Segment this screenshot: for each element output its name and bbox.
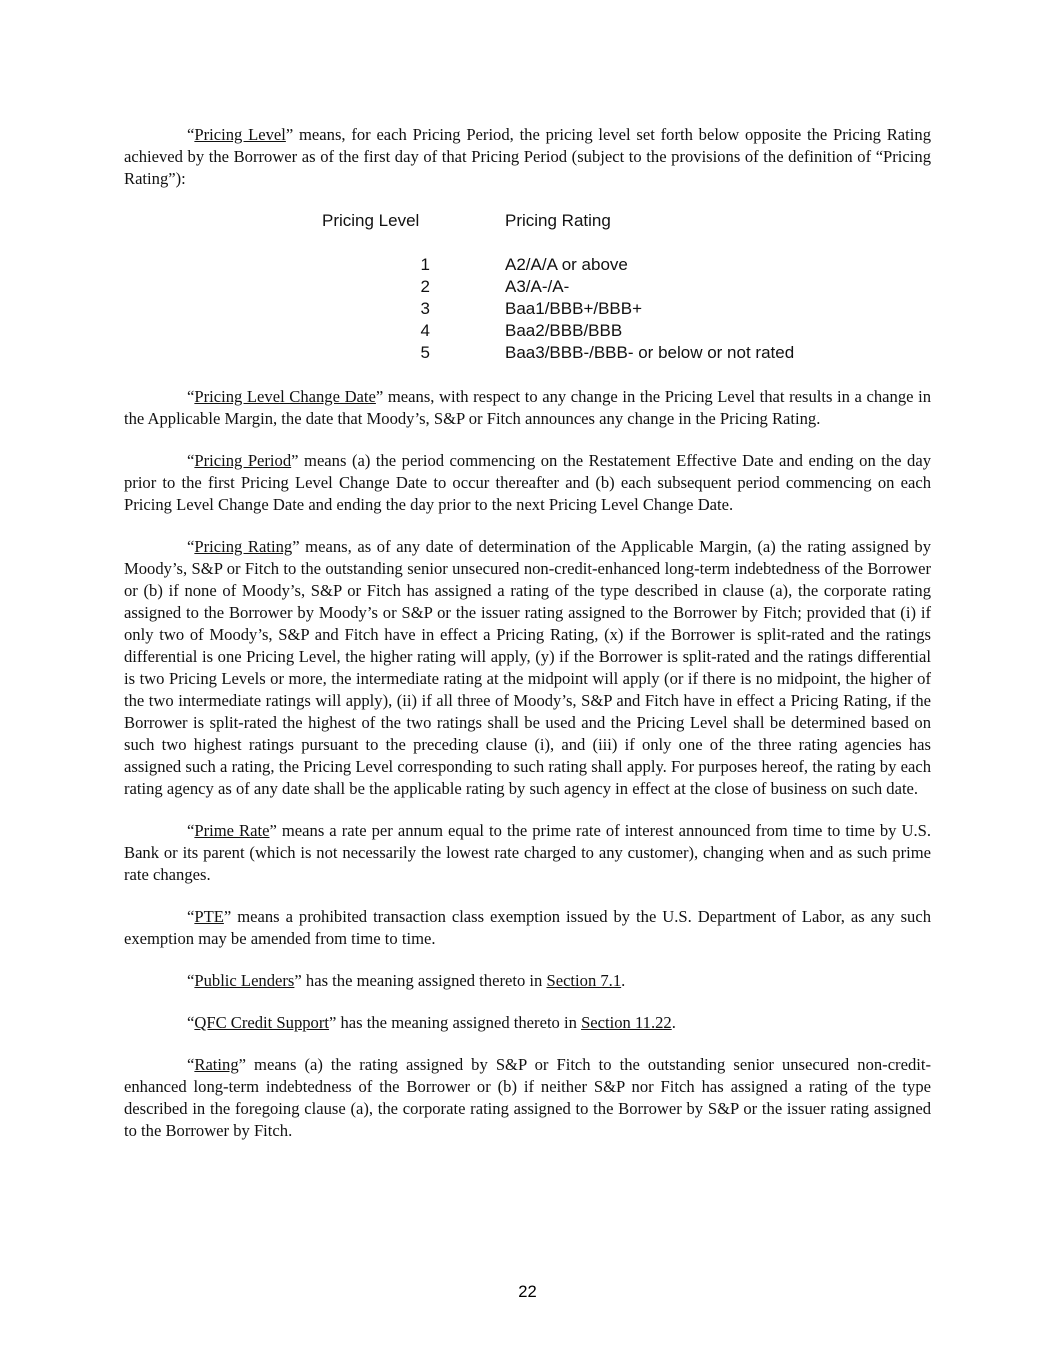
pricing-level-cell: 1	[420, 255, 430, 274]
definition-text: means, as of any date of determination of the Applicable Margin, (a) the rating assigned by Moody’s, S&P or Fitch to the outstanding senior unsecured non-credit-enhanced long-term indebtedness of the Borrower or (b) if none of Moody’s, S&P or Fitch has assigned a rating of the type described in clause (a), the corporate rating assigned to the Borrower by Moody’s or S&P or the issuer rating assigned to the Borrower by Fitch; provided that (i) if only two of Moody’s, S&P and Fitch have in effect a Pricing Rating, (x) if the Borrower is split-rated and the ratings differential is one Pricing Level, the higher rating will apply, (y) if the Borrower is split-rated and the ratings differential is two Pricing Levels or more, the intermediate rating at the midpoint will apply (or if there is no midpoint, the higher of the two intermediate ratings will apply), (ii) if all three of Moody’s, S&P and Fitch have in effect a Pricing Rating, if the Borrower is split-rated the highest of the two ratings shall be used and the Pricing Level shall be determined based on such two highest ratings pursuant to the preceding clause (i), and (iii) if only one of the three rating agencies has assigned such a rating, the Pricing Level corresponding to such rating shall apply. For purposes hereof, the rating by each rating agency as of any date shall be the applicable rating by such agency in effect at the close of business on such date.	[124, 537, 931, 798]
open-quote: “	[187, 821, 195, 840]
document-page	[124, 124, 931, 1162]
definition-text: means (a) the rating assigned by S&P or Fitch to the outstanding senior unsecured non-credit-enhanced long-term indebtedness of the Borrower or (b) if neither S&P nor Fitch has assigned a rating of the type described in the foregoing clause (a), the corporate rating assigned to the Borrower by S&P or the issuer rating assigned to the Borrower by Fitch.	[124, 1055, 931, 1140]
open-quote: “	[187, 451, 195, 470]
pricing-level-cell: 2	[420, 277, 430, 296]
open-quote: “	[187, 1055, 195, 1074]
definition-tail: .	[671, 1013, 676, 1032]
defined-term: Pricing Level	[194, 125, 286, 144]
open-quote: “	[187, 1013, 195, 1032]
section-reference-link[interactable]: Section 7.1	[546, 971, 622, 990]
defined-term: PTE	[194, 907, 224, 926]
close-quote: ”	[375, 387, 384, 406]
table-row	[322, 298, 931, 320]
close-quote: ”	[328, 1013, 337, 1032]
close-quote: ”	[223, 907, 232, 926]
table-row	[322, 254, 931, 276]
table-row	[322, 342, 931, 364]
pricing-level-cell: 5	[420, 343, 430, 362]
definition-public-lenders	[124, 970, 931, 992]
pricing-level-cell: 3	[420, 299, 430, 318]
definition-pricing-period	[124, 450, 931, 516]
table-row	[322, 276, 931, 298]
definition-text: has the meaning assigned thereto in	[336, 1013, 582, 1032]
definition-pricing-rating	[124, 536, 931, 800]
definition-text: has the meaning assigned thereto in	[301, 971, 547, 990]
close-quote: ”	[294, 971, 302, 990]
table-row	[322, 320, 931, 342]
table-header-row	[322, 210, 931, 232]
open-quote: “	[187, 907, 195, 926]
close-quote: ”	[292, 537, 300, 556]
defined-term: Public Lenders	[194, 971, 295, 990]
definition-text: means a rate per annum equal to the prime rate of interest announced from time to time by U.S. Bank or its parent (which is not necessarily the lowest rate charged to any customer), changing when and as such prime rate changes.	[124, 821, 931, 884]
pricing-rating-cell: Baa2/BBB/BBB	[505, 321, 623, 340]
page-number: 22	[518, 1282, 537, 1301]
close-quote: ”	[238, 1055, 246, 1074]
defined-term: Rating	[194, 1055, 239, 1074]
pricing-rating-cell: A3/A-/A-	[505, 277, 570, 296]
defined-term: Pricing Period	[194, 451, 292, 470]
defined-term: Pricing Rating	[194, 537, 293, 556]
definition-text: means, for each Pricing Period, the pricing level set forth below opposite the Pricing Rating achieved by the Borrower as of the first day of that Pricing Period (subject to the provisions of the definition of “Pricing Rating”):	[124, 125, 931, 188]
close-quote: ”	[285, 125, 294, 144]
defined-term: Pricing Level Change Date	[194, 387, 376, 406]
open-quote: “	[187, 971, 195, 990]
section-reference-link[interactable]: Section 11.22	[581, 1013, 672, 1032]
definition-pte	[124, 906, 931, 950]
definition-text: means, with respect to any change in the Pricing Level that results in a change in the Applicable Margin, the date that Moody’s, S&P or Fitch announces any change in the Pricing Rating.	[124, 387, 932, 428]
definition-text: means a prohibited transaction class exemption issued by the U.S. Department of Labor, as any such exemption may be amended from time to time.	[124, 907, 931, 948]
pricing-rating-cell: Baa1/BBB+/BBB+	[505, 299, 643, 318]
open-quote: “	[187, 537, 195, 556]
defined-term: Prime Rate	[194, 821, 270, 840]
pricing-rating-cell: A2/A/A or above	[505, 255, 628, 274]
definition-qfc-credit-support	[124, 1012, 931, 1034]
definition-pricing-level	[124, 124, 931, 190]
pricing-rating-cell: Baa3/BBB-/BBB- or below or not rated	[505, 343, 795, 362]
definition-tail: .	[621, 971, 626, 990]
defined-term: QFC Credit Support	[194, 1013, 329, 1032]
definition-pricing-level-change-date	[124, 386, 931, 430]
definition-rating	[124, 1054, 931, 1142]
column-header-pricing-rating: Pricing Rating	[505, 211, 611, 230]
close-quote: ”	[291, 451, 299, 470]
definition-text: means (a) the period commencing on the Restatement Effective Date and ending on the day prior to the first Pricing Level Change Date to occur thereafter and (b) each subsequent period commencing on each Pricing Level Change Date and ending the day prior to the next Pricing Level Change Date.	[124, 451, 932, 514]
open-quote: “	[187, 387, 195, 406]
close-quote: ”	[269, 821, 277, 840]
pricing-level-table	[322, 210, 931, 364]
column-header-pricing-level: Pricing Level	[322, 211, 420, 230]
open-quote: “	[187, 125, 195, 144]
pricing-level-cell: 4	[420, 321, 430, 340]
definition-prime-rate	[124, 820, 931, 886]
